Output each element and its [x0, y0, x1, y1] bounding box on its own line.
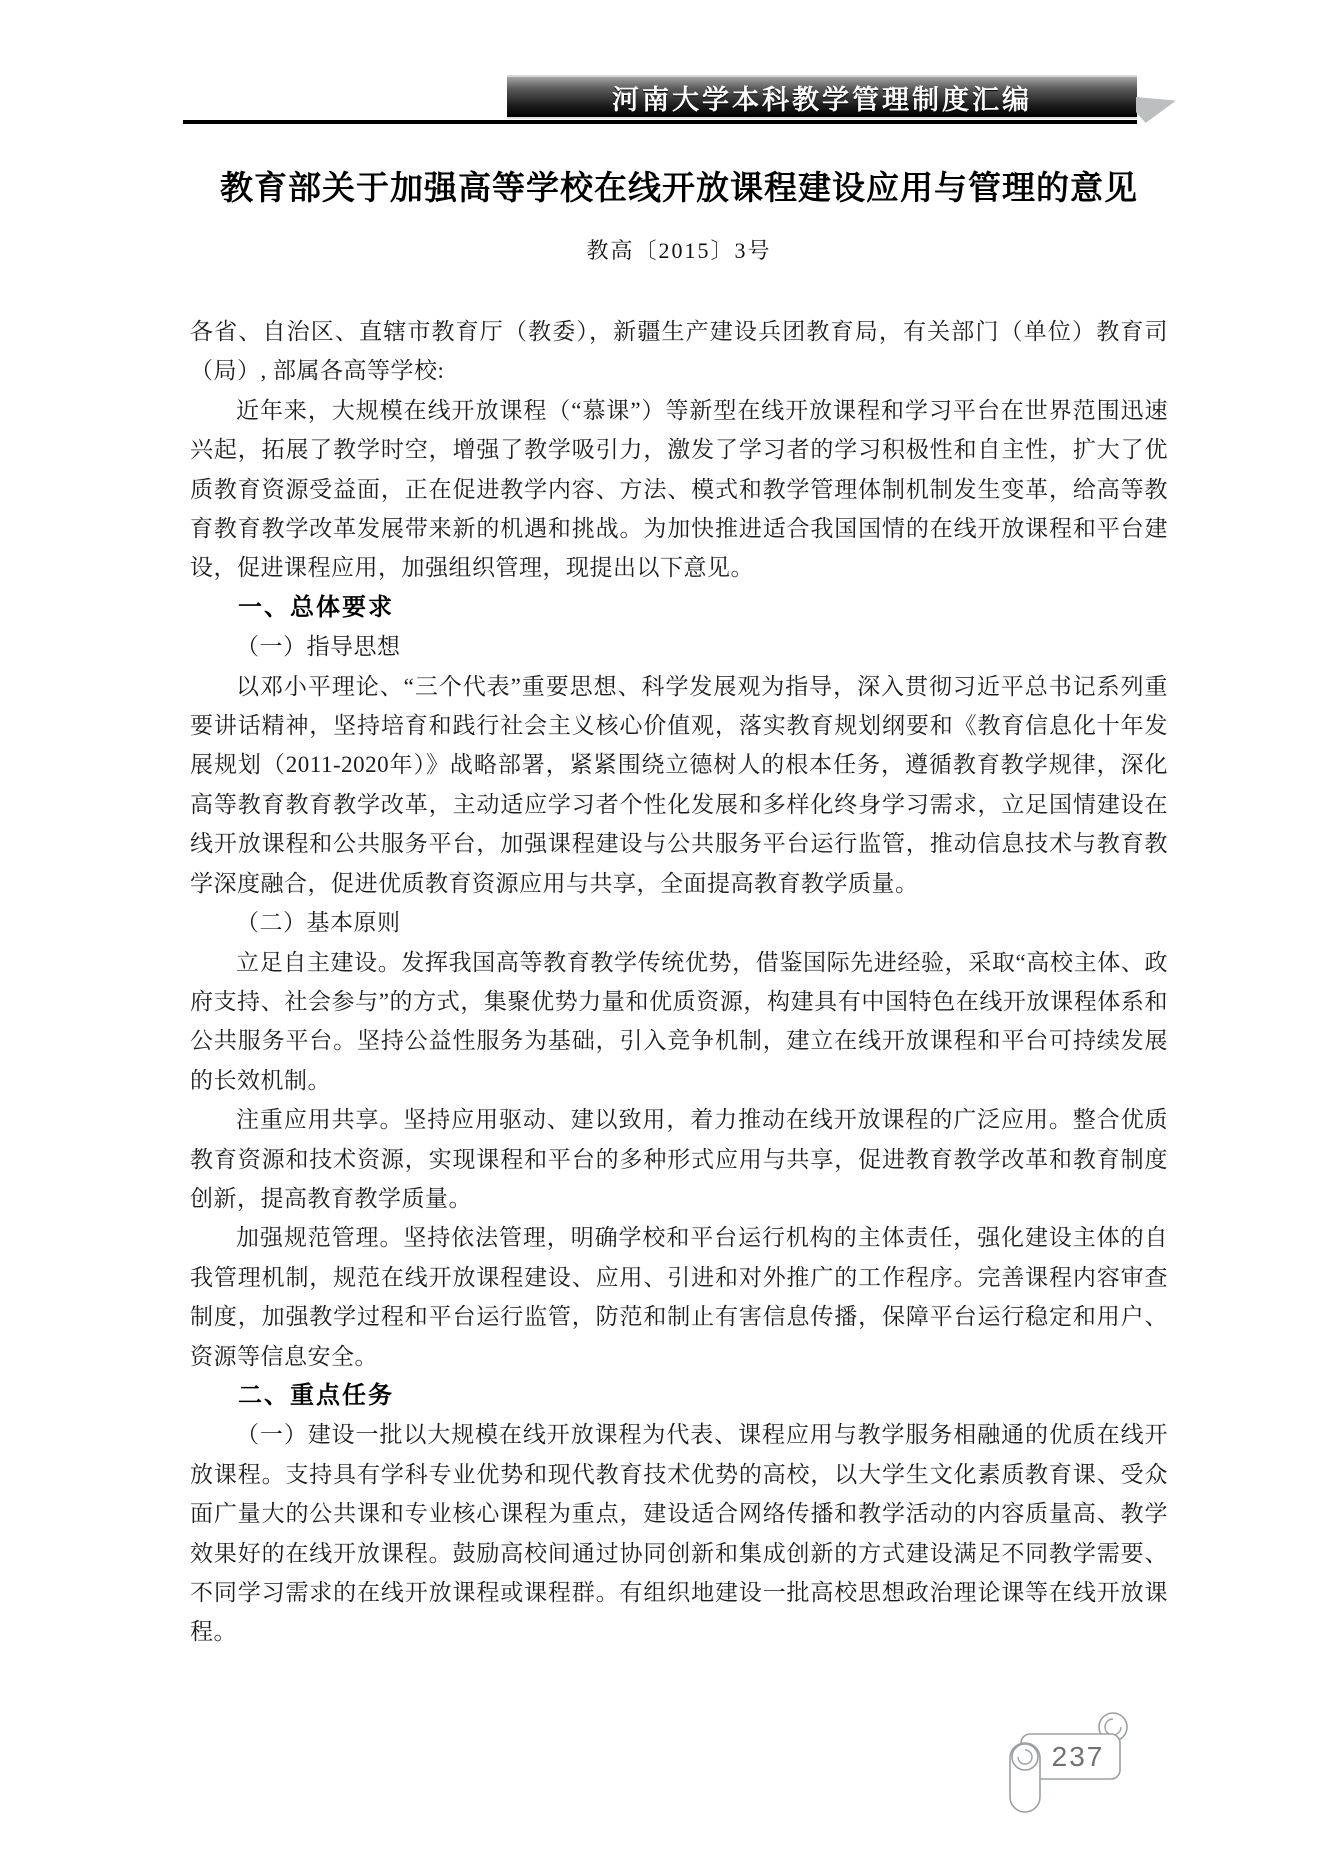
section-heading: 二、重点任务 [238, 1381, 394, 1409]
document-content [190, 0, 1168, 1652]
body-paragraph: 近年来，大规模在线开放课程（“慕课”）等新型在线开放课程和学习平台在世界范围迅速兴起，拓展了教学时空，增强了教学吸引力，激发了学习者的学习积极性和自主性，扩大了优质教育资源受益面，正在促进教学内容、方法、模式和教学管理体制机制发生变革，给高等教育教育教学改革发展带来新的机遇和挑战。为加快推进适合我国国情的在线开放课程和平台建设，促进课程应用，加强组织管理，现提出以下意见。 [190, 397, 1168, 581]
sub-heading: （一）指导思想 [236, 634, 401, 660]
document-title: 教育部关于加强高等学校在线开放课程建设应用与管理的意见 [220, 169, 1138, 206]
document-number: 教高〔2015〕3号 [586, 238, 772, 263]
body-paragraph: 立足自主建设。发挥我国高等教育教学传统优势，借鉴国际先进经验，采取“高校主体、政府支持、社会参与”的方式，集聚优势力量和优质资源，构建具有中国特色在线开放课程体系和公共服务平台。坚持公益性服务为基础，引入竞争机制，建立在线开放课程和平台可持续发展的长效机制。 [190, 949, 1168, 1093]
page-number-scroll-icon [1005, 1710, 1135, 1815]
body-paragraph: 加强规范管理。坚持依法管理，明确学校和平台运行机构的主体责任，强化建设主体的自我管理机制，规范在线开放课程建设、应用、引进和对外推广的工作程序。完善课程内容审查制度，加强教学过程和平台运行监管，防范和制止有害信息传播，保障平台运行稳定和用户、资源等信息安全。 [190, 1225, 1168, 1369]
page-number: 237 [1051, 1741, 1105, 1772]
body-paragraph: 以邓小平理论、“三个代表”重要思想、科学发展观为指导，深入贯彻习近平总书记系列重要讲话精神，坚持培育和践行社会主义核心价值观，落实教育规划纲要和《教育信息化十年发展规划（2011-2020年）》战略部署，紧紧围绕立德树人的根本任务，遵循教育教学规律，深化高等教育教育教学改革，主动适应学习者个性化发展和多样化终身学习需求，立足国情建设在线开放课程和公共服务平台，加强课程建设与公共服务平台运行监管，推动信息技术与教育教学深度融合，促进优质教育资源应用与共享，全面提高教育教学质量。 [190, 673, 1168, 896]
banner-title: 河南大学本科教学管理制度汇编 [612, 84, 1032, 115]
body-paragraph: （一）建设一批以大规模在线开放课程为代表、课程应用与教学服务相融通的优质在线开放课程。支持具有学科专业优势和现代教育技术优势的高校，以大学生文化素质教育课、受众面广量大的公共课和专业核心课程为重点，建设适合网络传播和教学活动的内容质量高、教学效果好的在线开放课程。鼓励高校间通过协同创新和集成创新的方式建设满足不同教学需要、不同学习需求的在线开放课程或课程群。有组织地建设一批高校思想政治理论课等在线开放课程。 [190, 1422, 1168, 1645]
section-heading: 一、总体要求 [238, 593, 394, 621]
body-paragraph: 注重应用共享。坚持应用驱动、建以致用，着力推动在线开放课程的广泛应用。整合优质教育资源和技术资源，实现课程和平台的多种形式应用与共享，促进教育教学改革和教育制度创新，提高教育教学质量。 [190, 1107, 1168, 1211]
document-paragraphs [190, 312, 1168, 1652]
sub-heading: （二）基本原则 [236, 910, 401, 936]
salutation: 各省、自治区、直辖市教育厅（教委），新疆生产建设兵团教育局，有关部门（单位）教育司（局）, 部属各高等学校: [190, 319, 1168, 384]
